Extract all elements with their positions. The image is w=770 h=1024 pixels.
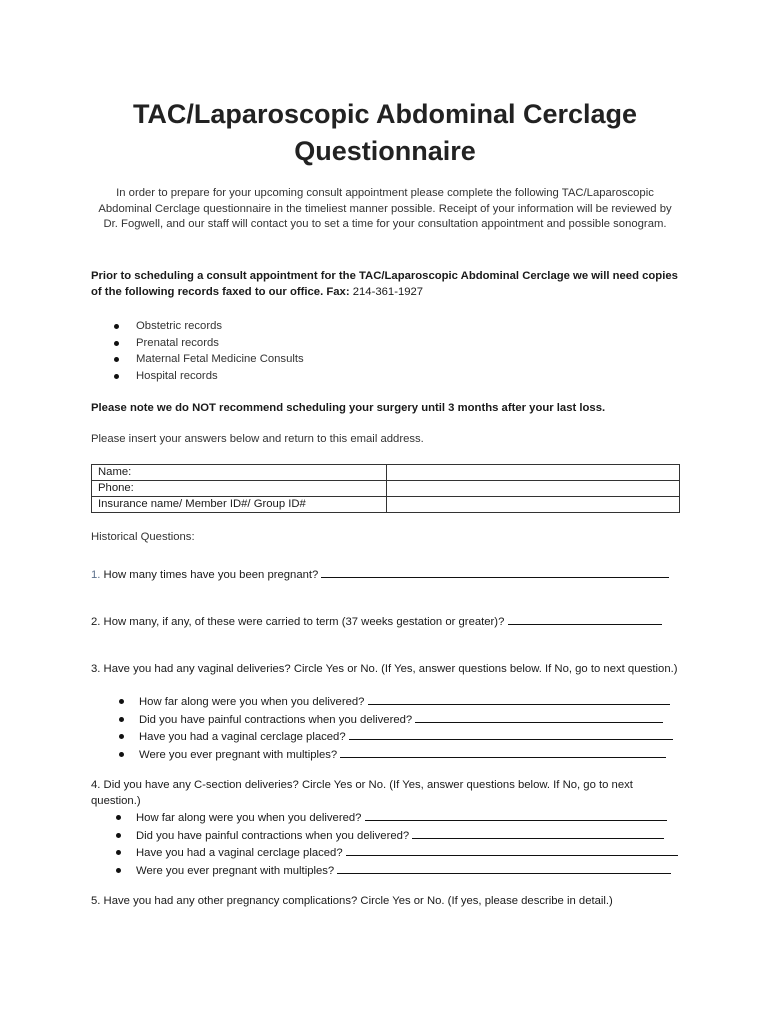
answer-line[interactable] (346, 844, 678, 856)
table-row (92, 497, 680, 513)
insert-instructions: Please insert your answers below and return to this email address. (91, 433, 424, 445)
list-item: Prenatal records (108, 335, 304, 352)
historical-questions-heading: Historical Questions: (91, 531, 195, 543)
records-request-paragraph (91, 268, 681, 300)
subquestion-text: Were you ever pregnant with multiples? (136, 864, 338, 877)
page-title (0, 96, 770, 170)
title-line-1: TAC/Laparoscopic Abdominal Cerclage (132, 99, 638, 129)
insurance-label: Insurance name/ Member ID#/ Group ID# (92, 497, 387, 513)
subquestion-text: Did you have painful contractions when you delivered? (136, 829, 413, 842)
fax-number: 214-361-1927 (349, 286, 424, 298)
question-2-text: 2. How many, if any, of these were carried to term (37 weeks gestation or greater)? (91, 616, 508, 628)
answer-line[interactable] (365, 809, 667, 821)
answer-line[interactable] (412, 827, 664, 839)
name-field[interactable] (387, 465, 680, 481)
subquestion-text: Have you had a vaginal cerclage placed? (136, 847, 346, 859)
answer-line[interactable] (368, 693, 670, 705)
question-5: 5. Have you had any other pregnancy complications? Circle Yes or No. (If yes, please describe in detail.) (91, 895, 613, 907)
insurance-field[interactable] (387, 497, 680, 513)
subquestion-text: Have you had a vaginal cerclage placed? (139, 731, 349, 743)
subquestion-text: How far along were you when you delivered? (136, 812, 365, 824)
question-1 (91, 566, 681, 583)
subquestion-text: Did you have painful contractions when you delivered? (139, 713, 416, 726)
question-1-answer-line[interactable] (321, 566, 669, 578)
phone-label: Phone: (92, 481, 387, 497)
phone-field[interactable] (387, 481, 680, 497)
question-1-text: How many times have you been pregnant? (100, 569, 322, 581)
answer-line[interactable] (349, 728, 673, 740)
intro-paragraph: In order to prepare for your upcoming consult appointment please complete the following TAC/Laparoscopic Abdominal Cerclage questionnaire in the timeliest manner possible. Receipt of your information will be reviewed by Dr. Fogwell, and our staff will contact you to set a time for your consultation appointment and possible sonogram. (98, 187, 672, 231)
list-item (115, 711, 673, 729)
table-row (92, 481, 680, 497)
question-4: 4. Did you have any C-section deliveries? Circle Yes or No. (If Yes, answer questions below. If No, go to next question.) (91, 779, 633, 807)
question-2-answer-line[interactable] (508, 613, 662, 625)
list-item (112, 827, 678, 845)
subquestion-text: How far along were you when you delivered? (139, 696, 368, 708)
title-line-2: Questionnaire (294, 136, 476, 166)
list-item (115, 728, 673, 746)
list-item: Maternal Fetal Medicine Consults (108, 351, 304, 368)
question-3: 3. Have you had any vaginal deliveries? Circle Yes or No. (If Yes, answer questions below. If No, go to next question.) (91, 663, 678, 675)
list-item: Obstetric records (108, 318, 304, 335)
list-item: Hospital records (108, 368, 304, 385)
name-label: Name: (92, 465, 387, 481)
table-row (92, 465, 680, 481)
list-item (115, 746, 673, 764)
list-item (112, 862, 678, 880)
question-2 (91, 613, 681, 630)
subquestion-text: Were you ever pregnant with multiples? (139, 748, 341, 761)
question-1-number: 1. (91, 569, 101, 581)
list-item (115, 693, 673, 711)
list-item (112, 809, 678, 827)
answer-line[interactable] (337, 862, 671, 874)
question-4-subquestions (112, 809, 678, 879)
answer-line[interactable] (340, 746, 666, 758)
list-item (112, 844, 678, 862)
records-request-text: Prior to scheduling a consult appointment for the TAC/Laparoscopic Abdominal Cerclage we will need copies of the following records faxed to our office. Fax: (91, 270, 678, 298)
surgery-note: Please note we do NOT recommend scheduling your surgery until 3 months after your last loss. (91, 402, 606, 414)
records-list (108, 318, 304, 384)
patient-info-table (91, 464, 680, 513)
question-3-subquestions (115, 693, 673, 763)
answer-line[interactable] (415, 711, 663, 723)
